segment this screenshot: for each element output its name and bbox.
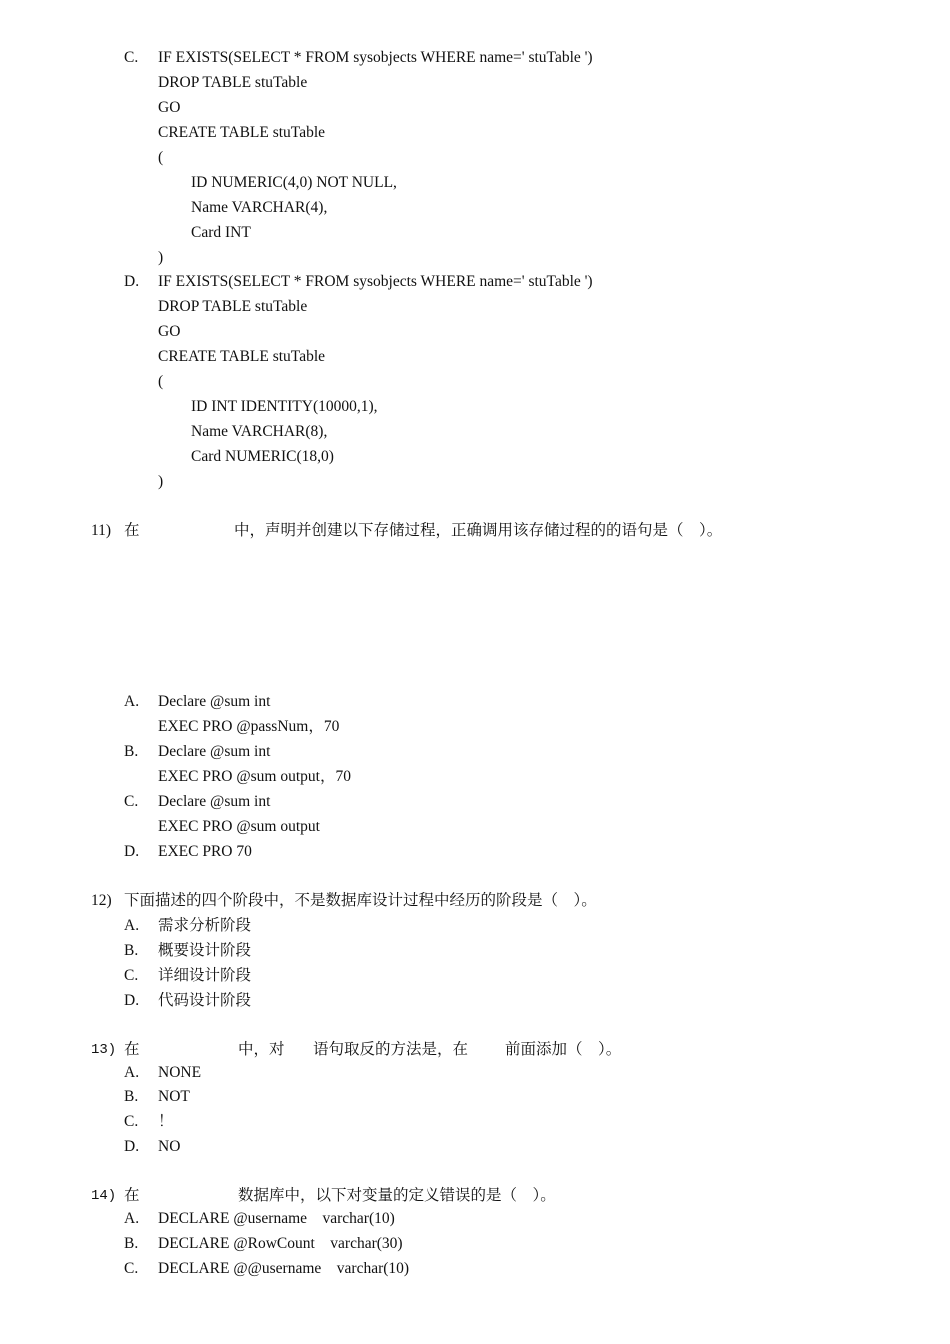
question-number: 12) (91, 892, 112, 909)
option-line: EXEC PRO @passNum，70 (158, 718, 340, 735)
option-text: NOT (158, 1088, 190, 1105)
question-text-part: 中，对 (238, 1041, 285, 1058)
option-letter: B. (124, 942, 139, 959)
option-letter: C. (124, 1113, 139, 1130)
question-text: 下面描述的四个阶段中，不是数据库设计过程中经历的阶段是（ ）。 (124, 892, 597, 909)
question-number: 11) (91, 522, 112, 539)
code-line: IF EXISTS(SELECT * FROM sysobjects WHERE name=' stuTable ') (158, 273, 593, 290)
option-text: 需求分析阶段 (158, 917, 252, 934)
option-text: 概要设计阶段 (158, 942, 252, 959)
code-line: ID NUMERIC(4,0) NOT NULL, (191, 174, 397, 191)
code-line: DROP TABLE stuTable (158, 298, 308, 315)
code-line: ) (158, 473, 164, 490)
code-line: GO (158, 323, 181, 340)
question-prefix: 在 (124, 1041, 140, 1058)
code-line: DROP TABLE stuTable (158, 74, 308, 91)
question-text-part: 语句取反的方法是，在 (313, 1041, 469, 1058)
option-letter: A. (124, 693, 140, 710)
option-text: DECLARE @username varchar(10) (158, 1210, 395, 1227)
code-line: CREATE TABLE stuTable (158, 124, 326, 141)
question-prefix: 在 (124, 522, 140, 539)
option-letter: B. (124, 743, 139, 760)
option-letter: D. (124, 273, 140, 290)
option-line: Declare @sum int (158, 693, 271, 710)
option-line: EXEC PRO @sum output，70 (158, 768, 351, 785)
option-letter: B. (124, 1088, 139, 1105)
option-letter: C. (124, 1260, 139, 1277)
question-number: 13) (91, 1042, 117, 1058)
code-line: CREATE TABLE stuTable (158, 348, 326, 365)
option-letter: D. (124, 843, 140, 860)
option-letter: A. (124, 917, 140, 934)
code-line: ( (158, 373, 164, 390)
question-prefix: 在 (124, 1187, 140, 1204)
code-line: ID INT IDENTITY(10000,1), (191, 398, 378, 415)
question-text: 数据库中，以下对变量的定义错误的是（ ）。 (238, 1187, 556, 1204)
question-text: 中，声明并创建以下存储过程，正确调用该存储过程的的语句是（ ）。 (234, 522, 723, 539)
option-letter: C. (124, 793, 139, 810)
option-text: NO (158, 1138, 181, 1155)
option-line: Declare @sum int (158, 793, 271, 810)
question-text-part: 前面添加（ ）。 (505, 1041, 622, 1058)
option-text: 详细设计阶段 (158, 967, 252, 984)
option-letter: C. (124, 49, 139, 66)
code-line: ( (158, 149, 164, 166)
option-letter: C. (124, 967, 139, 984)
option-letter: A. (124, 1064, 140, 1081)
option-line: EXEC PRO 70 (158, 843, 252, 860)
code-line: Name VARCHAR(8), (191, 423, 328, 440)
option-letter: D. (124, 992, 140, 1009)
code-line: Card NUMERIC(18,0) (191, 448, 334, 465)
code-line: GO (158, 99, 181, 116)
option-text: ！ (158, 1113, 174, 1130)
code-line: Name VARCHAR(4), (191, 199, 328, 216)
option-line: Declare @sum int (158, 743, 271, 760)
option-text: DECLARE @@username varchar(10) (158, 1260, 410, 1277)
option-letter: D. (124, 1138, 140, 1155)
code-line: IF EXISTS(SELECT * FROM sysobjects WHERE name=' stuTable ') (158, 49, 593, 66)
option-line: EXEC PRO @sum output (158, 818, 320, 835)
option-text: 代码设计阶段 (158, 992, 252, 1009)
question-number: 14) (91, 1188, 117, 1204)
option-text: NONE (158, 1064, 202, 1081)
option-text: DECLARE @RowCount varchar(30) (158, 1235, 403, 1252)
option-letter: A. (124, 1210, 140, 1227)
code-line: Card INT (191, 224, 251, 241)
option-letter: B. (124, 1235, 139, 1252)
code-line: ) (158, 249, 164, 266)
